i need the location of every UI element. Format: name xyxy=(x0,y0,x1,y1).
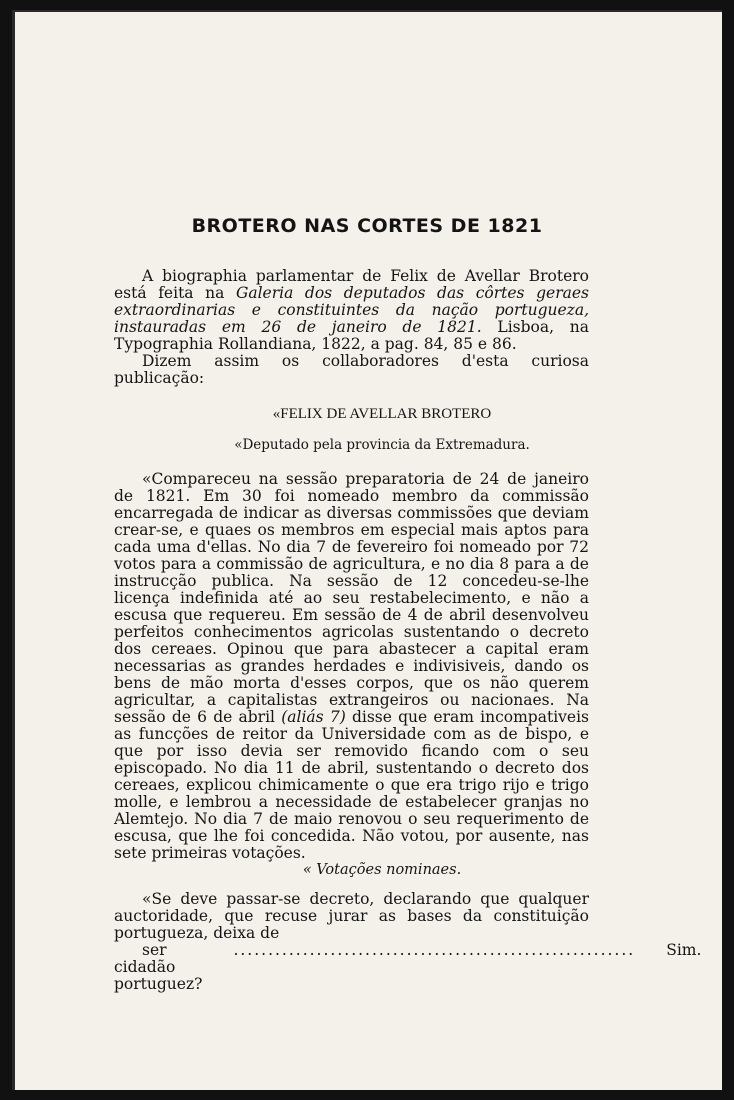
biography-text-end: disse que eram incompativeis as funcções de reitor da Universidade com as de bispo, e que por isso devia ser removido ficando com o seu episcopado. No dia 11 de abril, sustentando o decreto dos cereaes, explicou chimicamente o que era trigo rijo e trigo molle, e lembrou a necessidade de estabelecer granjas no Alemtejo. No dia 7 de maio renovou o seu requerimento de escusa, que lhe foi concedida. Não votou, por ausente, nas sete primeiras votações. xyxy=(114,708,590,862)
vote-question-line xyxy=(114,941,702,993)
vote-question: «Se deve passar-se decreto, declarando que qualquer auctoridade, que recuse jurar as bases da constituição portugueza, deixa de xyxy=(114,890,589,942)
intro-paragraph-1 xyxy=(114,268,589,353)
intro-paragraph-2: Dizem assim os collaboradores d'esta curiosa publicação: xyxy=(114,352,589,387)
intro-text-start: A biographia parlamentar de Felix de Avellar Brotero está feita na xyxy=(114,267,589,302)
vote-section xyxy=(114,890,702,993)
biography-section xyxy=(114,471,589,862)
entry-heading: «FELIX DE AVELLAR BROTERO xyxy=(272,406,492,422)
vote-answer: Sim. xyxy=(666,941,702,959)
vote-question-end: ser cidadão portuguez? xyxy=(114,941,203,993)
biography-paragraph xyxy=(114,471,589,862)
intro-section xyxy=(114,268,589,387)
biography-text-start: «Compareceu na sessão preparatoria de 24 de janeiro de 1821. Em 30 foi nomeado membro da commissão encarregada de indicar as diversas commissões que deviam crear-se, e quaes os membros em especial mais aptos para cada uma d'ellas. No dia 7 de fevereiro foi nomeado por 72 votos para a commissão de agricultura, e no dia 8 para a de instrucção publica. Na sessão de 12 concedeu-se-lhe licença indefinida até ao seu restabelecimento, e não a escusa que requereu. Em sessão de 4 de abril desenvolveu perfeitos conhecimentos agricolas sustentando o decreto dos cereaes. Opinou que para abastecer a capital eram necessarias as grandes herdades e indivisiveis, dando os bens de mão morta d'esses corpos, que os não querem agricultar, a capitalistas extrangeiros ou nacionaes. Na sessão de 6 de abril xyxy=(114,470,589,726)
votes-heading: « Votações nominaes. xyxy=(302,862,462,878)
page-title: BROTERO NAS CORTES DE 1821 xyxy=(191,215,543,237)
intro-text-end: Lisboa, na Typographia Rollandiana, 1822, a pag. 84, 85 e 86. xyxy=(114,318,589,353)
intro-publication-title: Galeria dos deputados das côrtes geraes extraordinarias e constituintes da nação portugueza, instauradas em 26 de janeiro de 1821. xyxy=(114,284,589,336)
scanned-page xyxy=(12,10,722,1090)
biography-note: (aliás 7) xyxy=(281,708,346,726)
dot-leader: .......................................................... xyxy=(233,941,636,959)
entry-subheading: «Deputado pela provincia da Extremadura. xyxy=(234,437,530,453)
